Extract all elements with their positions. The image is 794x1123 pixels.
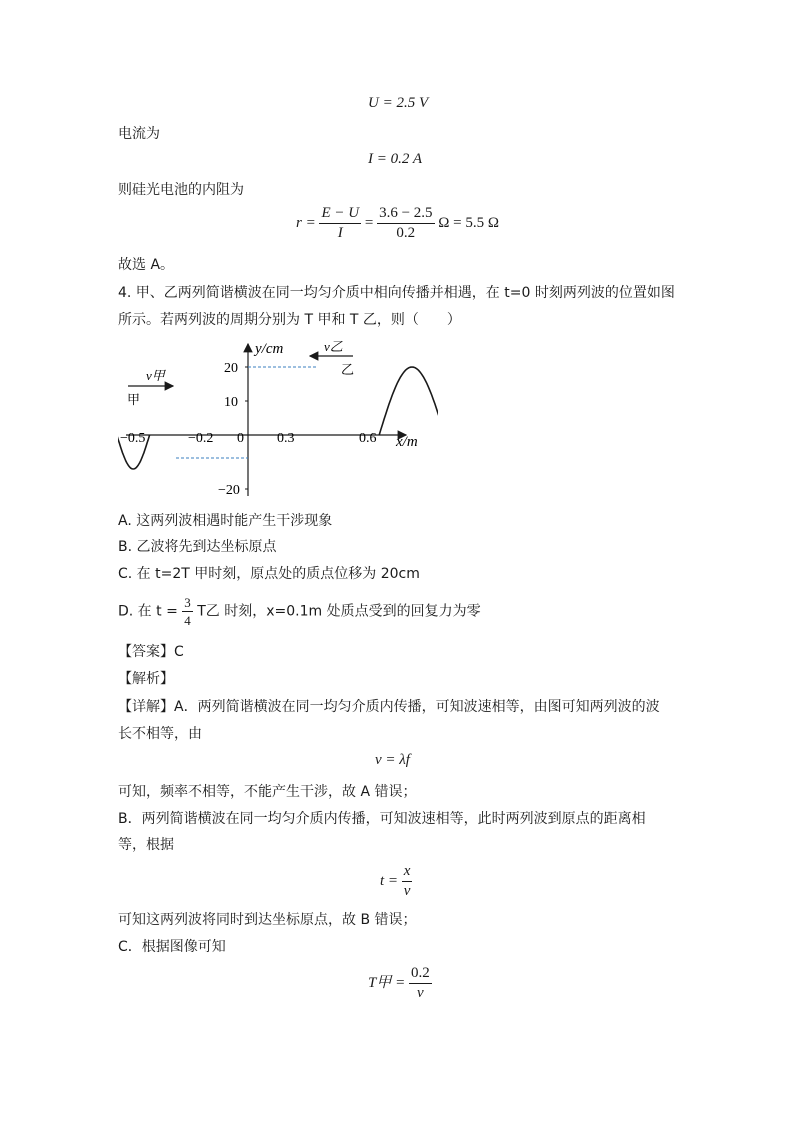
- option-d-num: 3: [184, 595, 191, 610]
- eq-r-equals: =: [364, 215, 374, 231]
- eq-T-frac: [409, 966, 432, 1001]
- option-c: C. 在 t=2T 甲时刻，原点处的质点位移为 20cm: [118, 566, 420, 582]
- eq-t-num: x: [402, 864, 413, 882]
- option-d-frac: [182, 596, 193, 627]
- detail-a-line3: 可知，频率不相等，不能产生干涉，故 A 错误；: [118, 784, 417, 800]
- text-resistance: 则硅光电池的内阻为: [118, 182, 244, 198]
- equation-resistance: [296, 206, 499, 241]
- option-a: A. 这两列波相遇时能产生干涉现象: [118, 513, 333, 529]
- eq-t-den: v: [403, 883, 411, 899]
- eq-r-lhs: r =: [296, 215, 316, 231]
- equation-wave-speed: v = λf: [375, 752, 410, 768]
- eq-r-frac1: [319, 206, 361, 241]
- y-axis-label: y/cm: [255, 341, 284, 357]
- answer: 【答案】C: [118, 644, 184, 660]
- question-4-line1: 4. 甲、乙两列简谐横波在同一均匀介质中相向传播并相遇，在 t=0 时刻两列波的位置如图: [118, 285, 675, 301]
- detail-b-line2: 等，根据: [118, 837, 174, 853]
- option-b: B. 乙波将先到达坐标原点: [118, 539, 277, 555]
- analysis-title: 【解析】: [118, 671, 174, 687]
- eq-r-den2: 0.2: [396, 225, 416, 241]
- option-d: [118, 596, 481, 627]
- eq-t-lhs: t =: [380, 873, 399, 889]
- detail-a-line2: 长不相等，由: [118, 726, 202, 742]
- wave-figure: [118, 336, 438, 501]
- question-4-line2: 所示。若两列波的周期分别为 T 甲和 T 乙，则（ ）: [118, 312, 461, 328]
- detail-b-line3: 可知这两列波将同时到达坐标原点，故 B 错误；: [118, 912, 417, 928]
- option-d-den: 4: [184, 613, 191, 628]
- x-axis-label: x/m: [396, 434, 418, 450]
- eq-r-tail: Ω = 5.5 Ω: [438, 215, 500, 231]
- eq-r-num1: E − U: [319, 206, 361, 224]
- x-tick-label-0-6: 0.6: [359, 431, 377, 446]
- eq-r-den1: I: [337, 225, 343, 241]
- x-tick-label-neg0-2: −0.2: [188, 431, 214, 446]
- equation-period-jia: [368, 966, 432, 1001]
- text-current: 电流为: [118, 126, 160, 142]
- option-d-post: T乙 时刻，x=0.1m 处质点受到的回复力为零: [197, 603, 481, 620]
- detail-c-line1: C．根据图像可知: [118, 939, 226, 955]
- y-tick-label-10: 10: [224, 395, 238, 410]
- equation-time: [380, 864, 412, 899]
- v-yi-label: v乙: [324, 339, 343, 354]
- x-tick-label-neg0-5: −0.5: [120, 431, 146, 446]
- option-d-pre: D. 在 t =: [118, 603, 178, 620]
- eq-T-num: 0.2: [409, 966, 432, 984]
- wave-jia-label: 甲: [127, 392, 141, 407]
- x-tick-label-0-3: 0.3: [277, 431, 295, 446]
- eq-T-den: v: [417, 985, 424, 1001]
- equation-voltage: U = 2.5 V: [368, 95, 429, 111]
- wave-yi-label: 乙: [341, 362, 355, 377]
- eq-r-num2: 3.6 − 2.5: [377, 206, 434, 224]
- eq-r-frac2: [377, 206, 434, 241]
- text-choose-a: 故选 A。: [118, 257, 175, 273]
- y-tick-label-20: 20: [224, 361, 238, 376]
- detail-a-line1: 【详解】A．两列简谐横波在同一均匀介质内传播，可知波速相等，由图可知两列波的波: [118, 699, 660, 715]
- eq-t-frac: [402, 864, 413, 899]
- equation-current: I = 0.2 A: [368, 151, 423, 167]
- detail-b-line1: B．两列简谐横波在同一均匀介质内传播，可知波速相等，此时两列波到原点的距离相: [118, 811, 646, 827]
- eq-T-lhs: T甲 =: [368, 975, 406, 991]
- v-jia-label: v甲: [146, 368, 165, 383]
- x-tick-label-0: 0: [237, 431, 244, 446]
- y-tick-label-neg20: −20: [218, 483, 240, 498]
